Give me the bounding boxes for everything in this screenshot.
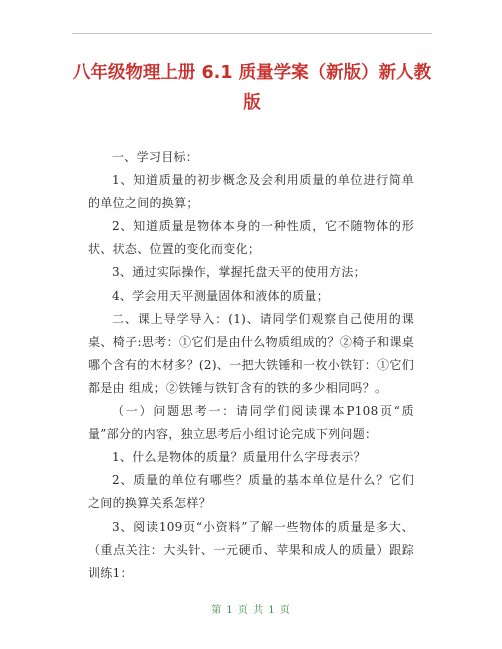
section-lead-in: 二、课上导学导入：(1)、请同学们观察自己使用的课桌、椅子:思考：①它们是由什么物质组成的？②椅子和课桌哪个含有的木材多？(2)、一把大铁锤和一枚小铁钉：①它们都是由 组成；②铁锤与铁钉含有的铁的多少相同吗？。 — [88, 311, 414, 395]
header-divider — [72, 33, 432, 34]
goal-item-4: 4、学会用天平测量固体和液体的质量； — [112, 288, 330, 303]
document-body — [88, 146, 414, 585]
page-footer: 第 1 页 共 1 页 — [211, 605, 291, 616]
goal-item-2: 2、知道质量是物体本身的一种性质，它不随物体的形状、状态、位置的变化而变化； — [88, 219, 414, 257]
question-item-1: 1、什么是物体的质量？质量用什么字母表示？ — [112, 450, 366, 465]
goal-item-3: 3、通过实际操作，掌握托盘天平的使用方法； — [112, 265, 366, 280]
goal-item-1: 1、知道质量的初步概念及会利用质量的单位进行简单的单位之间的换算； — [88, 173, 414, 211]
question-item-2: 2、质量的单位有哪些？质量的基本单位是什么？它们之间的换算关系怎样？ — [88, 473, 414, 511]
question-intro: （一）问题思考一：请同学们阅读课本P108页“质量”部分的内容，独立思考后小组讨论完成下列问题： — [88, 404, 414, 442]
document-title: 八年级物理上册 6.1 质量学案（新版）新人教版 — [72, 63, 432, 113]
section-heading-goals: 一、学习目标： — [112, 150, 199, 164]
question-item-3: 3、阅读109页“小资料”了解一些物体的质量是多大、（重点关注：大头针、一元硬币、苹果和成人的质量）跟踪训练1： — [88, 519, 414, 580]
